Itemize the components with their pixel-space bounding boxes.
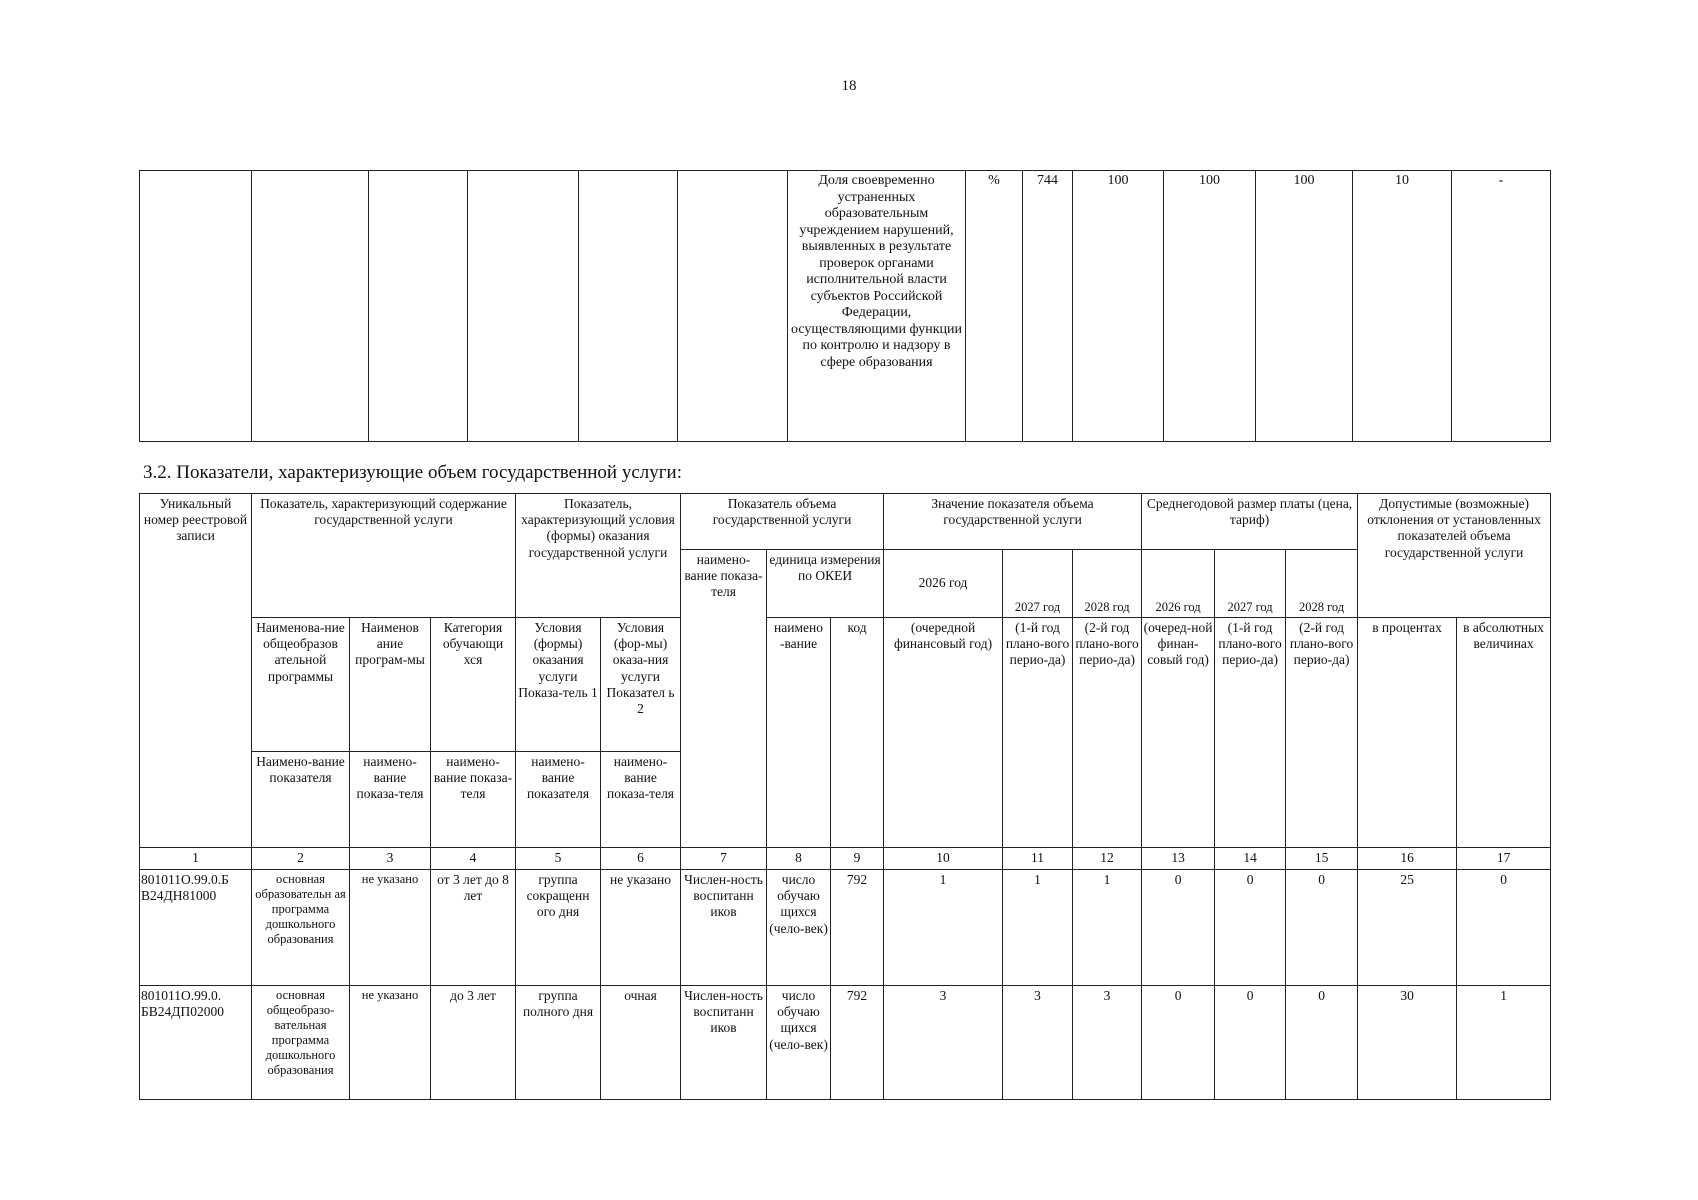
header-name-indicator-5: наимено-вание показа-теля	[601, 752, 681, 848]
volume-name: Числен-ность воспитанн иков	[681, 986, 767, 1100]
value-2028: 3	[1073, 986, 1142, 1100]
registry-number: 801011О.99.0.Б В24ДН81000	[140, 870, 252, 986]
page-number: 18	[841, 78, 857, 94]
fee-2028: 0	[1286, 870, 1358, 986]
column-number-row	[140, 848, 1551, 870]
table-row	[140, 870, 1551, 986]
header-name-indicator-4: наимено-вание показателя	[516, 752, 601, 848]
condition-1: группа полного дня	[516, 986, 601, 1100]
unit: %	[966, 171, 1023, 442]
deviation-absolute: -	[1452, 171, 1551, 442]
quality-indicator-table	[139, 170, 1551, 442]
col-num: 11	[1003, 848, 1073, 870]
header-content-program-name: Наименов ание програм-мы	[350, 618, 431, 752]
header-fee-year-2026: 2026 год	[1142, 550, 1215, 618]
header-condition-2: Условия (фор-мы) оказа-ния услуги Показател ь 2	[601, 618, 681, 752]
header-content-category: Категория обучающи хся	[431, 618, 516, 752]
header-vol-name: наимено-вание показа-теля	[681, 550, 767, 848]
unit-name: число обучаю щихся (чело-век)	[767, 870, 831, 986]
header-name-indicator-1: Наимено-вание показателя	[252, 752, 350, 848]
value-2027: 3	[1003, 986, 1073, 1100]
unit-code: 792	[831, 986, 884, 1100]
header-content-program: Наименова-ние общеобразов ательной программы	[252, 618, 350, 752]
col-num: 2	[252, 848, 350, 870]
header-registry-number: Уникальный номер реестровой записи	[140, 494, 252, 848]
col-num: 5	[516, 848, 601, 870]
col-num: 9	[831, 848, 884, 870]
deviation-percent: 25	[1358, 870, 1457, 986]
header-unit-code: код	[831, 618, 884, 848]
col-num: 8	[767, 848, 831, 870]
condition-2: очная	[601, 986, 681, 1100]
value-2026: 3	[884, 986, 1003, 1100]
registry-number: 801011О.99.0. БВ24ДП02000	[140, 986, 252, 1100]
header-volume-indicator: Показатель объема государственной услуги	[681, 494, 884, 550]
condition-2: не указано	[601, 870, 681, 986]
volume-name: Числен-ность воспитанн иков	[681, 870, 767, 986]
value-2026: 100	[1073, 171, 1164, 442]
empty-cell	[140, 171, 252, 442]
deviation-percent: 10	[1353, 171, 1452, 442]
category: от 3 лет до 8 лет	[431, 870, 516, 986]
header-fee-2028-sub: (2-й год плано-вого перио-да)	[1286, 618, 1358, 848]
col-num: 1	[140, 848, 252, 870]
fee-2028: 0	[1286, 986, 1358, 1100]
header-unit-okei: единица измерения по ОКЕИ	[767, 550, 884, 618]
header-2028-sub: (2-й год плано-вого перио-да)	[1073, 618, 1142, 848]
header-fee-year-2028: 2028 год	[1286, 550, 1358, 618]
header-fee-2026-sub: (очеред-ной финан-совый год)	[1142, 618, 1215, 848]
fee-2027: 0	[1215, 986, 1286, 1100]
header-year-2027: 2027 год	[1003, 550, 1073, 618]
program-name: не указано	[350, 986, 431, 1100]
col-num: 16	[1358, 848, 1457, 870]
header-fee-2027-sub: (1-й год плано-вого перио-да)	[1215, 618, 1286, 848]
fee-2026: 0	[1142, 870, 1215, 986]
header-2026-sub: (очередной финансовый год)	[884, 618, 1003, 848]
header-2027-sub: (1-й год плано-вого перио-да)	[1003, 618, 1073, 848]
col-num: 3	[350, 848, 431, 870]
col-num: 15	[1286, 848, 1358, 870]
section-title: 3.2. Показатели, характеризующие объем государственной услуги:	[143, 462, 683, 483]
deviation-absolute: 1	[1457, 986, 1551, 1100]
deviation-absolute: 0	[1457, 870, 1551, 986]
value-2028: 100	[1256, 171, 1353, 442]
value-2026: 1	[884, 870, 1003, 986]
header-content-indicator: Показатель, характеризующий содержание государственной услуги	[252, 494, 516, 618]
fee-2027: 0	[1215, 870, 1286, 986]
col-num: 13	[1142, 848, 1215, 870]
header-allowed-deviations: Допустимые (возможные) отклонения от установленных показателей объема государственной услуги	[1358, 494, 1551, 618]
col-num: 10	[884, 848, 1003, 870]
program-name: не указано	[350, 870, 431, 986]
indicator-name: Доля своевременно устраненных образовательным учреждением нарушений, выявленных в результате проверок органами исполнительной власти субъектов Российской Федерации, осуществляющими функции по контролю и надзору в сфере образования	[788, 171, 966, 442]
value-2027: 100	[1164, 171, 1256, 442]
empty-cell	[579, 171, 678, 442]
header-avg-fee: Среднегодовой размер платы (цена, тариф)	[1142, 494, 1358, 550]
fee-2026: 0	[1142, 986, 1215, 1100]
header-year-2028: 2028 год	[1073, 550, 1142, 618]
table-row	[140, 986, 1551, 1100]
header-volume-values: Значение показателя объема государственной услуги	[884, 494, 1142, 550]
col-num: 4	[431, 848, 516, 870]
col-num: 7	[681, 848, 767, 870]
program: основная общеобразо-вательная программа дошкольного образования	[252, 986, 350, 1100]
condition-1: группа сокращенн ого дня	[516, 870, 601, 986]
okei-code: 744	[1023, 171, 1073, 442]
empty-cell	[252, 171, 369, 442]
value-2027: 1	[1003, 870, 1073, 986]
col-num: 17	[1457, 848, 1551, 870]
header-fee-year-2027: 2027 год	[1215, 550, 1286, 618]
col-num: 6	[601, 848, 681, 870]
volume-indicator-table	[139, 493, 1551, 1100]
program: основная образовательн ая программа дошкольного образования	[252, 870, 350, 986]
col-num: 12	[1073, 848, 1142, 870]
empty-cell	[678, 171, 788, 442]
unit-code: 792	[831, 870, 884, 986]
empty-cell	[369, 171, 468, 442]
header-conditions-indicator: Показатель, характеризующий условия (формы) оказания государственной услуги	[516, 494, 681, 618]
value-2028: 1	[1073, 870, 1142, 986]
empty-cell	[468, 171, 579, 442]
unit-name: число обучаю щихся (чело-век)	[767, 986, 831, 1100]
category: до 3 лет	[431, 986, 516, 1100]
header-name-indicator-3: наимено-вание показа-теля	[431, 752, 516, 848]
deviation-percent: 30	[1358, 986, 1457, 1100]
header-year-2026: 2026 год	[884, 550, 1003, 618]
col-num: 14	[1215, 848, 1286, 870]
header-dev-percent: в процентах	[1358, 618, 1457, 848]
header-name-indicator-2: наимено-вание показа-теля	[350, 752, 431, 848]
header-dev-absolute: в абсолютных величинах	[1457, 618, 1551, 848]
header-unit-name: наимено -вание	[767, 618, 831, 848]
header-condition-1: Условия (формы) оказания услуги Показа-тель 1	[516, 618, 601, 752]
